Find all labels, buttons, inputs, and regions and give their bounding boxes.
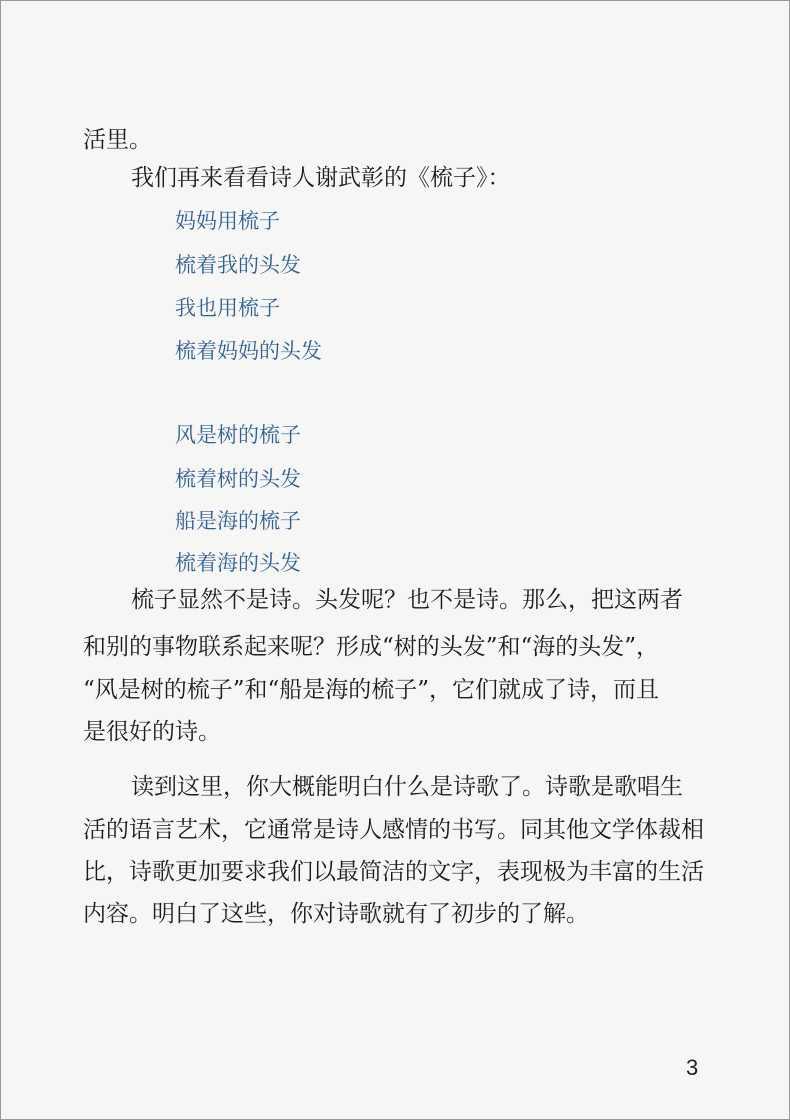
poem-line-6: 梳着树的头发 <box>175 467 301 491</box>
paragraph-2-line-3: 比，诗歌更加要求我们以最简洁的文字，表现极为丰富的生活 <box>83 859 704 885</box>
poem-line-1: 妈妈用梳子 <box>175 209 280 233</box>
poem-line-4: 梳着妈妈的头发 <box>175 339 322 363</box>
paragraph-2-line-2: 活的语言艺术，它通常是诗人感情的书写。同其他文学体裁相 <box>83 817 704 843</box>
paragraph-1-line-3: “风是树的梳子”和“船是海的梳子”，它们就成了诗，而且 <box>83 677 660 703</box>
poem-line-2: 梳着我的头发 <box>175 253 301 277</box>
page-number: 3 <box>686 1055 699 1080</box>
paragraph-1-line-2: 和别的事物联系起来呢？形成“树的头发”和“海的头发”， <box>83 634 660 660</box>
poem-line-7: 船是海的梳子 <box>175 509 301 533</box>
paragraph-1-line-1: 梳子显然不是诗。头发呢？也不是诗。那么，把这两者 <box>131 587 683 613</box>
paragraph-1-line-4: 是很好的诗。 <box>83 719 221 745</box>
poem-line-3: 我也用梳子 <box>175 296 280 320</box>
paragraph-2-line-4: 内容。明白了这些，你对诗歌就有了初步的了解。 <box>83 901 589 927</box>
poem-line-5: 风是树的梳子 <box>175 423 301 447</box>
poem-line-8: 梳着海的头发 <box>175 551 301 575</box>
paragraph-2-line-1: 读到这里，你大概能明白什么是诗歌了。诗歌是歌唱生 <box>131 774 683 800</box>
text-line-1: 活里。 <box>83 127 152 153</box>
text-line-2: 我们再来看看诗人谢武彰的《梳子》： <box>131 165 511 191</box>
